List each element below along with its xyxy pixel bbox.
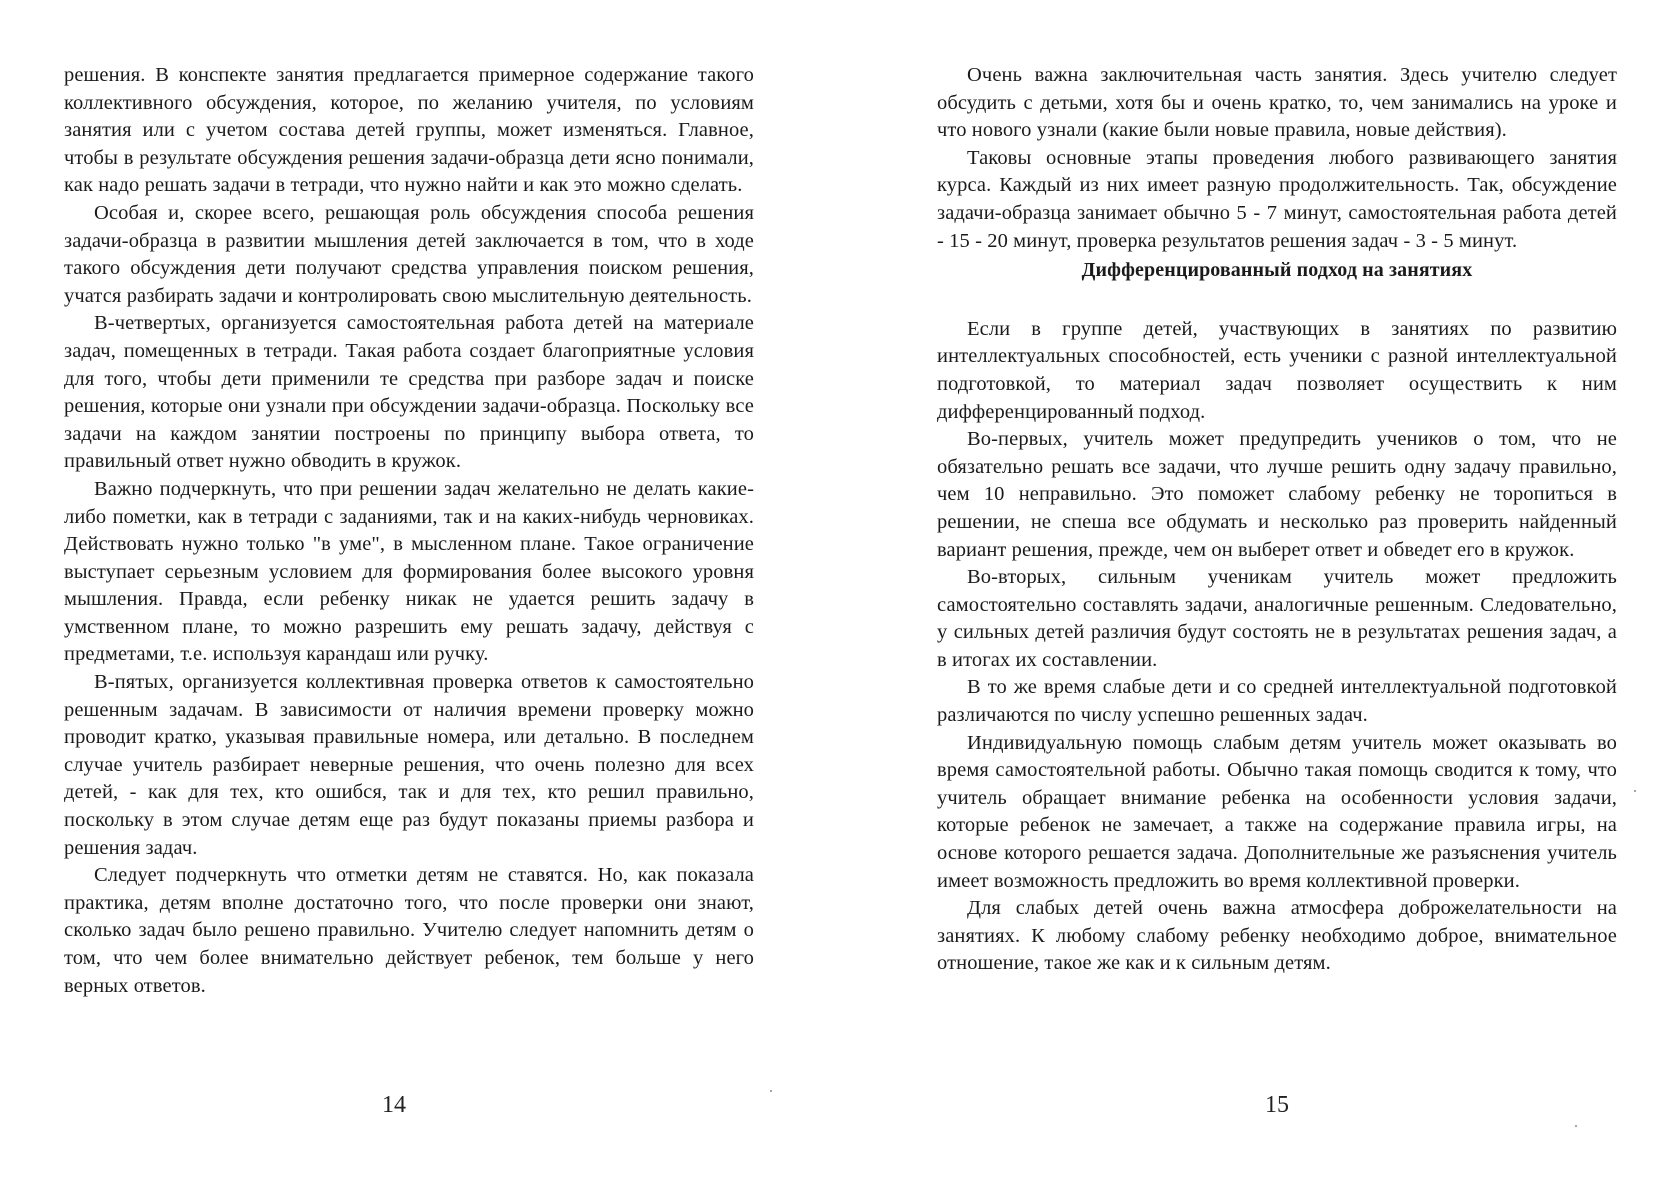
left-page [64, 62, 754, 1000]
paragraph: решения. В конспекте занятия предлагается примерное содержание такого коллективного обсуждения, которое, по желанию учителя, по условиям занятия или с учетом состава детей группы, может изменяться. Главное, чтобы в результате обсуждения решения задачи-образца дети ясно понимали, как надо решать задачи в тетради, что нужно найти и как это можно сделать. [64, 64, 754, 197]
paragraph: В то же время слабые дети и со средней интеллектуальной подготовкой различаются по числу успешно решенных задач. [937, 676, 1617, 727]
scan-speck [770, 1090, 772, 1092]
section-heading: Дифференцированный подход на занятиях [1081, 259, 1473, 282]
paragraph: Следует подчеркнуть что отметки детям не ставятся. Но, как показала практика, детям вполне достаточно того, что после проверки они знают, сколько задач было решено правильно. Учителю следует напомнить детям о том, что чем более внимательно действует ребенок, тем больше у него верных ответов. [64, 864, 754, 997]
paragraph: Таковы основные этапы проведения любого развивающего занятия курса. Каждый из них имеет разную продолжительность. Так, обсуждение задачи-образца занимает обычно 5 - 7 минут, самостоятельная работа детей - 15 - 20 минут, проверка результатов решения задач - 3 - 5 минут. [937, 146, 1617, 252]
paragraph: Для слабых детей очень важна атмосфера доброжелательности на занятиях. К любому слабому ребенку необходимо доброе, внимательное отношение, такое же как и к сильным детям. [937, 897, 1617, 975]
paragraph: Очень важна заключительная часть занятия. Здесь учителю следует обсудить с детьми, хотя бы и очень кратко, то, чем занимались на уроке и что нового узнали (какие были новые правила, новые действия). [937, 64, 1617, 142]
scan-speck [1634, 790, 1636, 792]
paragraph: Во-вторых, сильным ученикам учитель может предложить самостоятельно составлять задачи, аналогичные решенным. Следовательно, у сильных детей различия будут состоять не в результатах решения задач, а в итогах их составлении. [937, 566, 1617, 671]
page-number-left: 14 [382, 1092, 406, 1118]
page-number-right: 15 [1265, 1092, 1289, 1118]
paragraph: В-четвертых, организуется самостоятельная работа детей на материале задач, помещенных в тетради. Такая работа создает благоприятные условия для того, чтобы дети применили те средства при разборе задач и поиске решения, которые они узнали при обсуждении задачи-образца. Поскольку все задачи на каждом занятии построены по принципу выбора ответа, то правильный ответ нужно обводить в кружок. [64, 312, 754, 473]
scan-speck [1575, 1125, 1577, 1127]
paragraph: Во-первых, учитель может предупредить учеников о том, что не обязательно решать все задачи, что лучше решить одну задачу правильно, чем 10 неправильно. Это поможет слабому ребенку не торопиться в решении, не спеша все обдумать и несколько раз проверить найденный вариант решения, прежде, чем он выберет ответ и обведет его в кружок. [937, 428, 1617, 561]
paragraph: Важно подчеркнуть, что при решении задач желательно не делать какие-либо пометки, как в тетради с заданиями, так и на каких-нибудь черновиках. Действовать нужно только "в уме", в мысленном плане. Такое ограничение выступает серьезным условием для формирования более высокого уровня мышления. Правда, если ребенку никак не удается решить задачу в умственном плане, то можно разрешить ему решать задачу, действуя с предметами, т.е. используя карандаш или ручку. [64, 477, 754, 666]
right-page [937, 62, 1617, 978]
paragraph: Индивидуальную помощь слабым детям учитель может оказывать во время самостоятельной работы. Обычно такая помощь сводится к тому, что учитель обращает внимание ребенка на особенности условия задачи, которые ребенок не замечает, а также на содержание правила игры, на основе которого решается задача. Дополнительные же разъяснения учитель имеет возможность предложить во время коллективной проверки. [937, 731, 1617, 892]
paragraph: Особая и, скорее всего, решающая роль обсуждения способа решения задачи-образца в развитии мышления детей заключается в том, что в ходе такого обсуждения дети получают средства управления поиском решения, учатся разбирать задачи и контролировать свою мыслительную деятельность. [64, 201, 754, 307]
paragraph: Если в группе детей, участвующих в занятиях по развитию интеллектуальных способностей, есть ученики с разной интеллектуальной подготовкой, то материал задач позволяет осуществить к ним дифференцированный подход. [937, 317, 1617, 423]
paragraph: В-пятых, организуется коллективная проверка ответов к самостоятельно решенным задачам. В зависимости от наличия времени проверку можно проводит кратко, указывая правильные номера, или детально. В последнем случае учитель разбирает неверные решения, что очень полезно для всех детей, - как для тех, кто ошибся, так и для тех, кто решил правильно, поскольку в этом случае детям еще раз будут показаны приемы разбора и решения задач. [64, 671, 754, 859]
